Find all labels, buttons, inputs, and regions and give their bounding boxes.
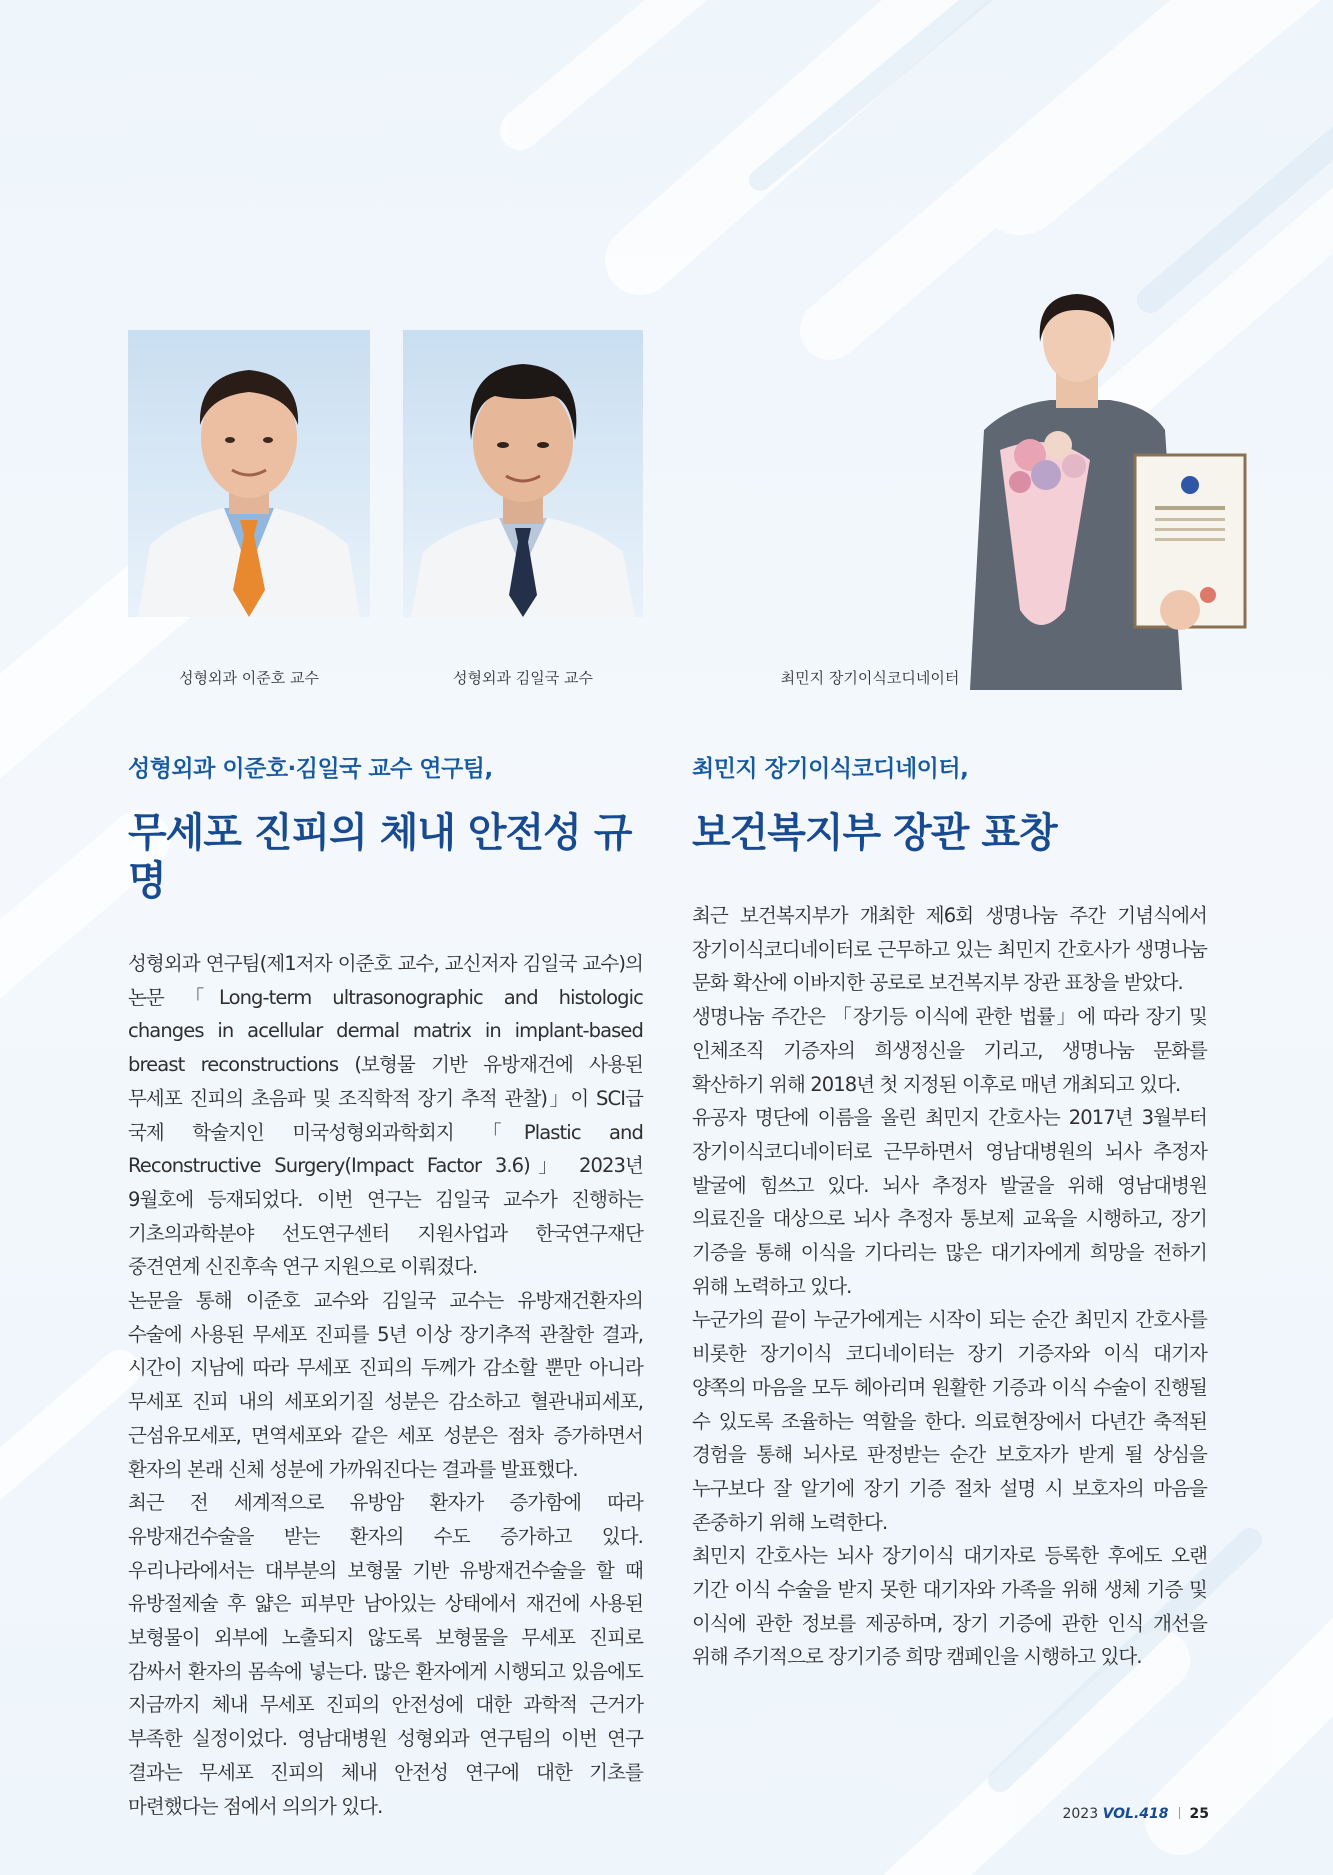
photo-caption-lee: 성형외과 이준호 교수 [179,669,319,687]
photo-caption-choi: 최민지 장기이식코디네이터 [780,669,960,687]
portrait-man-2-image [403,330,643,617]
left-article-headline: 무세포 진피의 체내 안전성 규명 [128,810,632,904]
left-paragraph-1: 성형외과 연구팀(제1저자 이준호 교수, 교신저자 김일국 교수)의 논문 「Long-term ultrasonographic and histologic changes in acellular dermal matrix in implant-based breast reconstructions (보형물 기반 유방재건에 사용된 무세포 진피의 초음파 및 조직학적 장기 추적 관찰)」이 SCI급 국제 학술지인 미국성형외과학회지 「Plastic and Reconstructive Surgery(Impact Factor 3.6)」 2023년 9월호에 등재되었다. 이번 연구는 김일국 교수가 진행하는 기초의과학분야 선도연구센터 지원사업과 한국연구재단 중견연계 신진후속 연구 지원으로 이뤄졌다. [128,952,643,1279]
left-paragraph-3: 최근 전 세계적으로 유방암 환자가 증가함에 따라 유방재건수술을 받는 환자의 수도 증가하고 있다. 우리나라에서는 대부분의 보형물 기반 유방재건수술을 할 때 유방절제술 후 얇은 피부만 남아있는 상태에서 재건에 사용된 보형물이 외부에 노출되지 않도록 보형물을 무세포 진피로 감싸서 환자의 몸속에 넣는다. 많은 환자에게 시행되고 있음에도 지금까지 체내 무세포 진피의 안전성에 대한 과학적 근거가 부족한 실정이었다. 영남대병원 성형외과 연구팀의 이번 연구 결과는 무세포 진피의 체내 안전성 연구에 대한 기초를 마련했다는 점에서 의의가 있다. [128,1491,643,1818]
right-paragraph-4: 누군가의 끝이 누군가에게는 시작이 되는 순간 최민지 간호사를 비롯한 장기이식 코디네이터는 장기 기증자와 이식 대기자 양쪽의 마음을 모두 헤아리며 원활한 기증과 이식 수술이 진행될 수 있도록 조율하는 역할을 한다. 의료현장에서 다년간 축적된 경험을 통해 뇌사로 판정받는 순간 보호자가 받게 될 상심을 누구보다 잘 알기에 장기 기증 절차 설명 시 보호자의 마음을 존중하기 위해 노력한다. [692,1308,1207,1534]
folio-volume: VOL.418 [1102,1806,1169,1822]
left-article [128,750,643,1823]
award-recipient-image [950,280,1250,690]
photo-kim-ilguk [403,330,643,617]
folio-year: 2023 [1062,1806,1099,1822]
page-number: 25 [1189,1806,1209,1822]
portrait-man-1-image [128,330,370,617]
right-paragraph-3: 유공자 명단에 이름을 올린 최민지 간호사는 2017년 3월부터 장기이식코디네이터로 근무하면서 영남대병원의 뇌사 추정자 발굴에 힘쓰고 있다. 뇌사 추정자 발굴을 위해 영남대병원 의료진을 대상으로 뇌사 추정자 통보제 교육을 시행하고, 장기 기증을 통해 이식을 기다리는 많은 대기자에게 희망을 전하기 위해 노력하고 있다. [692,1106,1207,1298]
page-folio [1062,1806,1209,1822]
left-article-kicker: 성형외과 이준호·김일국 교수 연구팀, [128,756,493,782]
photo-lee-junho [128,330,370,617]
right-article-body [692,899,1207,1674]
right-paragraph-1: 최근 보건복지부가 개최한 제6회 생명나눔 주간 기념식에서 장기이식코디네이터로 근무하고 있는 최민지 간호사가 생명나눔 문화 확산에 이바지한 공로로 보건복지부 장관 표창을 받았다. [692,904,1207,995]
right-paragraph-5: 최민지 간호사는 뇌사 장기이식 대기자로 등록한 후에도 오랜 기간 이식 수술을 받지 못한 대기자와 가족을 위해 생체 기증 및 이식에 관한 정보를 제공하며, 장기 기증에 관한 인식 개선을 위해 주기적으로 장기기증 희망 캠페인을 시행하고 있다. [692,1544,1207,1669]
left-article-body [128,947,643,1823]
right-article-headline: 보건복지부 장관 표창 [692,810,1057,856]
right-article-kicker: 최민지 장기이식코디네이터, [692,756,969,782]
folio-divider [1179,1807,1180,1819]
right-paragraph-2: 생명나눔 주간은 「장기등 이식에 관한 법률」에 따라 장기 및 인체조직 기증자의 희생정신을 기리고, 생명나눔 문화를 확산하기 위해 2018년 첫 지정된 이후로 매년 개최되고 있다. [692,1005,1207,1096]
photo-choi-minji [950,280,1250,690]
left-paragraph-2: 논문을 통해 이준호 교수와 김일국 교수는 유방재건환자의 수술에 사용된 무세포 진피를 5년 이상 장기추적 관찰한 결과, 시간이 지남에 따라 무세포 진피의 두께가 감소할 뿐만 아니라 무세포 진피 내의 세포외기질 성분은 감소하고 혈관내피세포, 근섬유모세포, 면역세포와 같은 세포 성분은 점차 증가하면서 환자의 본래 신체 성분에 가까워진다는 결과를 발표했다. [128,1289,643,1481]
photo-caption-kim: 성형외과 김일국 교수 [453,669,593,687]
right-article [692,750,1207,1674]
